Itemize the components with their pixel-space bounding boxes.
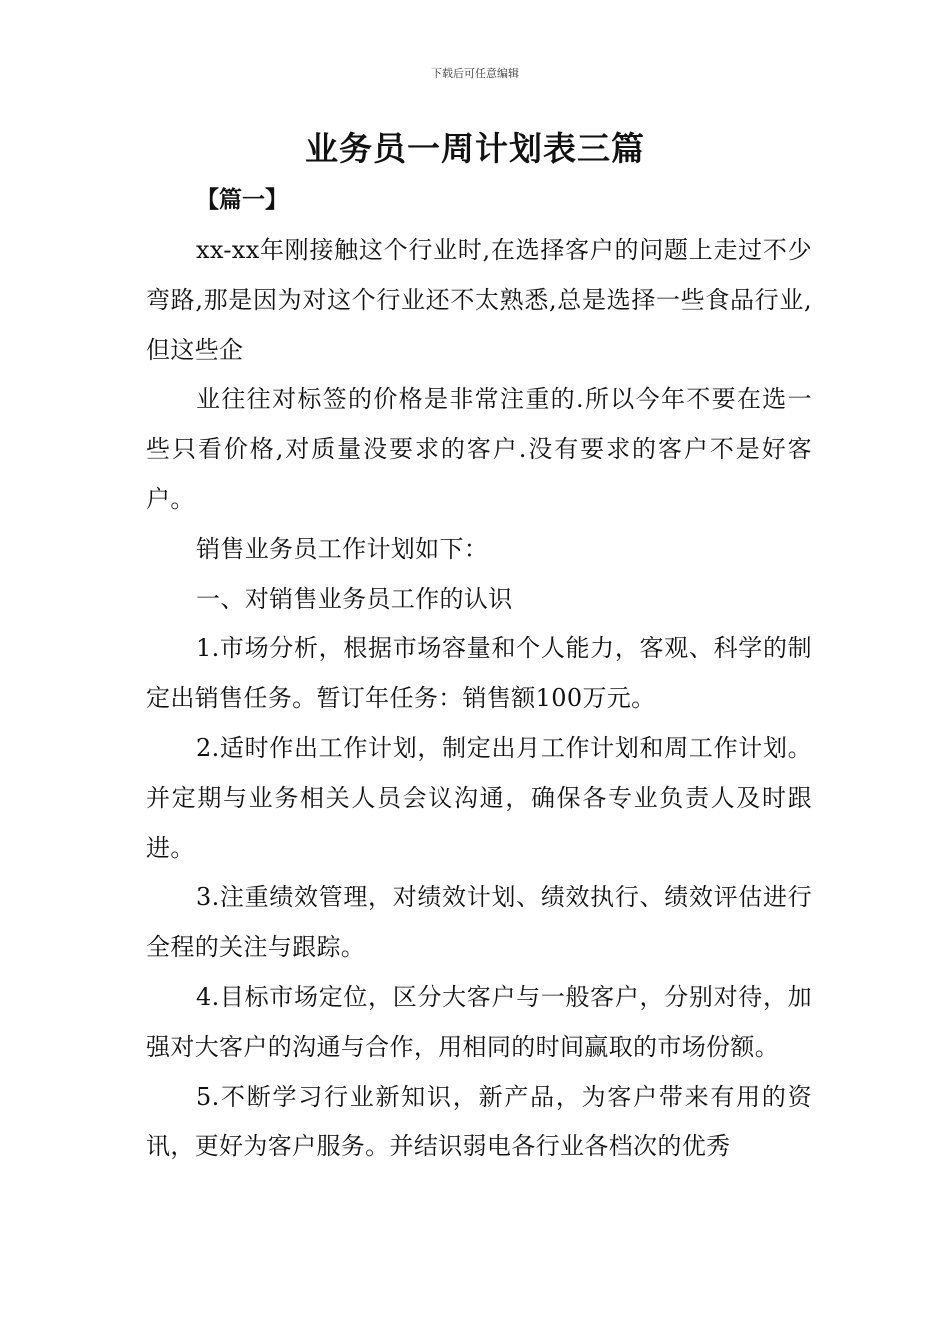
paragraph-section-one-heading: 一、对销售业务员工作的认识 bbox=[196, 584, 513, 613]
header-note: 下载后可任意编辑 bbox=[431, 67, 519, 80]
paragraph-item-5: 5.不断学习行业新知识，新产品，为客户带来有用的资讯，更好为客户服务。并结识弱电各行业各档次的优秀 bbox=[146, 1082, 812, 1161]
paragraph-plan-heading: 销售业务员工作计划如下： bbox=[196, 534, 489, 563]
document-title: 业务员一周计划表三篇 bbox=[305, 129, 645, 168]
section-label: 【篇一】 bbox=[196, 186, 288, 213]
paragraph-item-1: 1.市场分析，根据市场容量和个人能力，客观、科学的制定出销售任务。暂订年任务：销售额100万元。 bbox=[146, 634, 812, 713]
paragraph-item-3: 3.注重绩效管理，对绩效计划、绩效执行、绩效评估进行全程的关注与跟踪。 bbox=[146, 883, 812, 962]
document-body bbox=[146, 226, 812, 1172]
paragraph-intro-1: xx-xx年刚接触这个行业时,在选择客户的问题上走过不少弯路,那是因为对这个行业还不太熟悉,总是选择一些食品行业,但这些企 bbox=[146, 236, 812, 364]
paragraph-intro-2: 业往往对标签的价格是非常注重的.所以今年不要在选一些只看价格,对质量没要求的客户.没有要求的客户不是好客户。 bbox=[146, 385, 812, 513]
paragraph-item-2: 2.适时作出工作计划，制定出月工作计划和周工作计划。并定期与业务相关人员会议沟通，确保各专业负责人及时跟进。 bbox=[146, 733, 812, 862]
paragraph-item-4: 4.目标市场定位，区分大客户与一般客户，分别对待，加强对大客户的沟通与合作，用相同的时间赢取的市场份额。 bbox=[146, 982, 812, 1061]
